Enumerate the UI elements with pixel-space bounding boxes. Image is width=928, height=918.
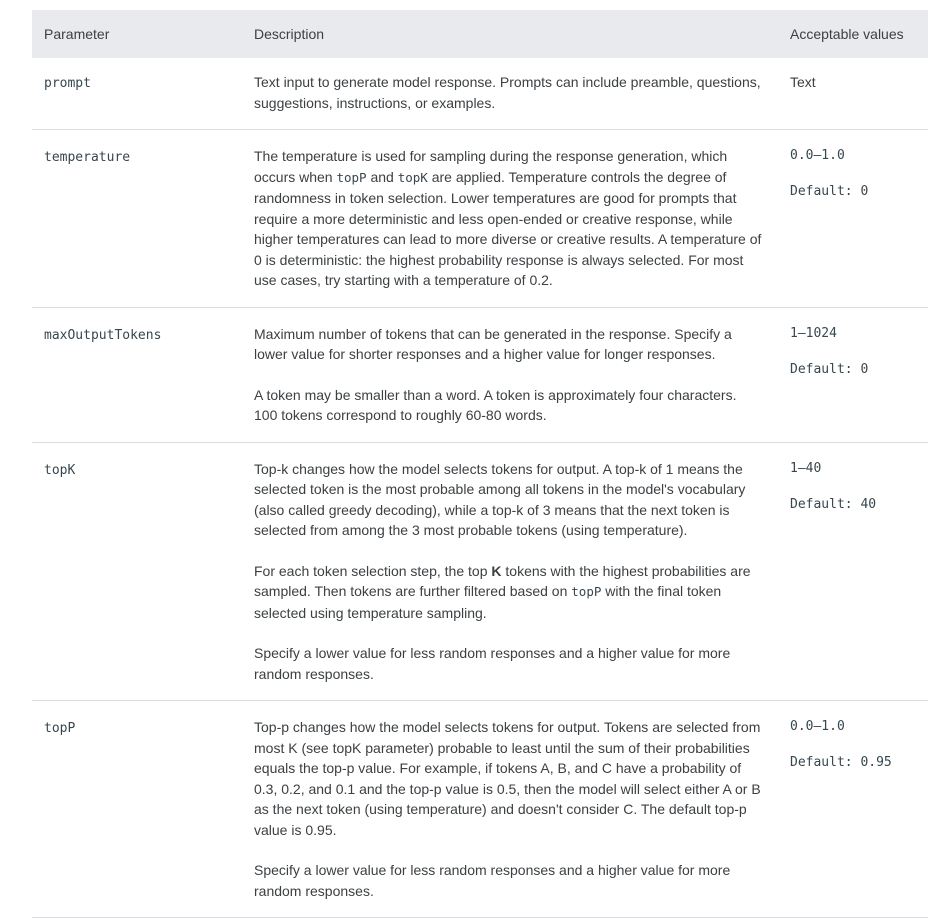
description-paragraph [254,146,762,291]
description-paragraph [254,459,762,541]
text-span: For each token selection step, the top [254,562,492,579]
parameter-cell [32,307,242,442]
text-span: A token may be smaller than a word. A token is approximately four characters. 100 tokens correspond to roughly 60-80 words. [254,386,737,423]
text-span: with the final token selected using temperature sampling. [254,583,722,621]
acceptable-value: Default: 0 [790,184,869,199]
acceptable-value: Default: 0.95 [790,755,892,770]
table-row [32,307,928,442]
inline-code: topP [571,584,602,599]
description-paragraph [254,643,762,684]
description-cell [242,130,778,308]
description-paragraph [254,860,762,901]
text-span: Text input to generate model response. Prompts can include preamble, questions, suggestions, instructions, or examples. [254,74,761,111]
column-header-parameter: Parameter [44,26,110,42]
inline-emphasis: K [491,562,502,579]
text-span: and [366,168,398,185]
parameter-name: topP [44,721,76,736]
acceptable-value: 0.0–1.0 [790,719,845,734]
table-body [32,58,928,918]
text-span: Maximum number of tokens that can be generated in the response. Specify a lower value for shorter responses and a higher value for longer responses. [254,325,732,362]
acceptable-value: 1–40 [790,460,822,476]
parameters-table [32,10,928,918]
parameter-cell [32,701,242,918]
acceptable-value: Default: 0 [790,361,869,377]
acceptable-values-cell [778,701,928,918]
parameter-name: temperature [44,150,131,165]
description-cell [242,442,778,701]
table-row [32,442,928,701]
acceptable-value: Text [790,74,816,90]
parameter-name: prompt [44,76,91,91]
table-header [32,10,928,58]
parameter-name: topK [44,462,76,478]
acceptable-value: 1–1024 [790,325,837,341]
inline-code: topK [397,169,428,185]
inline-code: topP [336,169,367,185]
description-paragraph [254,72,762,113]
acceptable-values-cell [778,130,928,308]
parameter-cell [32,58,242,130]
text-span: are applied. Temperature controls the degree of randomness in token selection. Lower temperatures are good for prompts that require a more deterministic and less open-ended or creative response, while higher temperatures can lead to more diverse or creative results. A temperature of 0 is deterministic: the highest probability response is always selected. For most use cases, try starting with a temperature of 0.2. [254,168,762,288]
table-row [32,58,928,130]
description-paragraph [254,385,762,426]
column-header-acceptable-values: Acceptable values [790,26,904,42]
parameter-cell [32,130,242,308]
text-span: tokens with the highest probabilities are sampled. Then tokens are further filtered based on [254,562,751,599]
column-header-description: Description [254,26,325,42]
acceptable-value: 0.0–1.0 [790,148,845,163]
acceptable-value: Default: 40 [790,496,877,512]
table-row [32,130,928,308]
parameter-cell [32,442,242,701]
table-row [32,701,928,918]
description-paragraph [254,561,762,624]
acceptable-values-cell [778,58,928,130]
acceptable-values-cell [778,307,928,442]
text-span: Top-k changes how the model selects tokens for output. A top-k of 1 means the selected token is the most probable among all tokens in the model's vocabulary (also called greedy decoding), while a top-k of 3 means that the next token is selected from among the 3 most probable tokens (using temperature). [254,460,746,538]
description-cell [242,307,778,442]
description-cell [242,701,778,918]
parameter-name: maxOutputTokens [44,327,162,343]
description-cell [242,58,778,130]
text-span: Specify a lower value for less random responses and a higher value for more random responses. [254,645,731,682]
description-paragraph [254,717,762,840]
table-header-row [32,10,928,58]
acceptable-values-cell [778,442,928,701]
text-span: Top-p changes how the model selects tokens for output. Tokens are selected from most K (see topK parameter) probable to least until the sum of their probabilities equals the top-p value. For example, if tokens A, B, and C have a probability of 0.3, 0.2, and 0.1 and the top-p value is 0.5, then the model will select either A or B as the next token (using temperature) and doesn't consider C. The default top-p value is 0.95. [254,719,761,838]
text-span: Specify a lower value for less random responses and a higher value for more random responses. [254,862,731,899]
text-span: The temperature is used for sampling during the response generation, which occurs when [254,148,728,185]
description-paragraph [254,324,762,365]
